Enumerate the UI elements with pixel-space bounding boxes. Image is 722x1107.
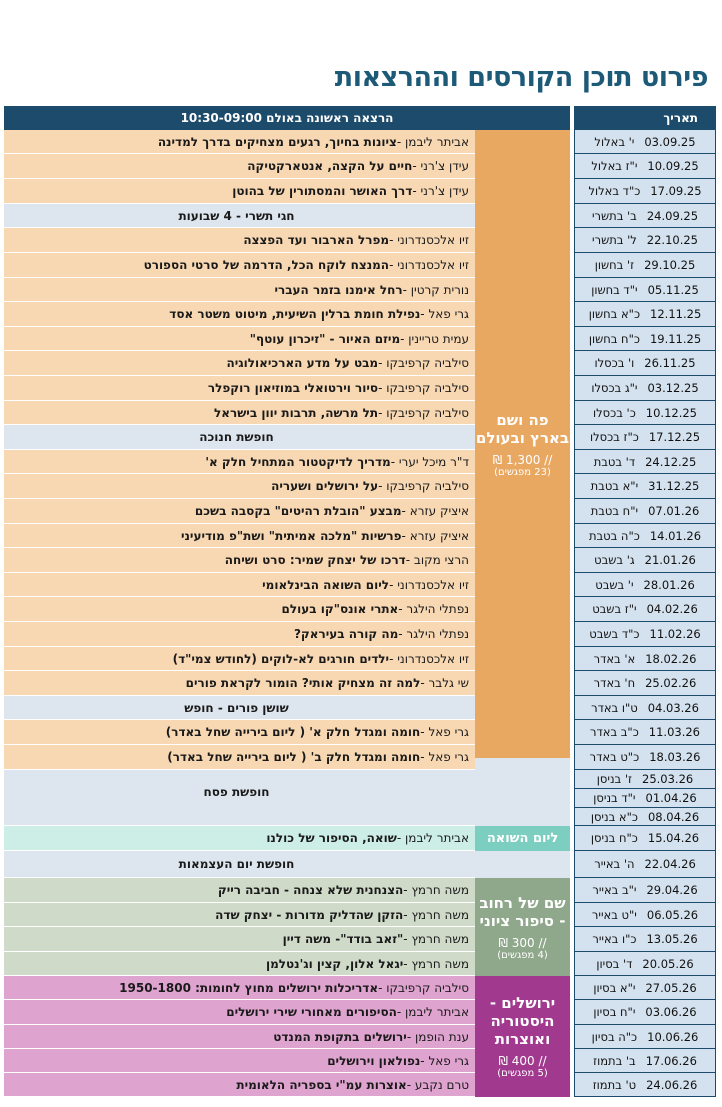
hebrew-date: י"ט באייר (591, 907, 637, 922)
date-cell (574, 524, 716, 548)
lecture-cell (4, 878, 475, 903)
lecture-topic: הסיפורים מאחורי שירי ירושלים (226, 1005, 397, 1019)
hebrew-date: כ"ד בשבט (589, 627, 640, 641)
lecture-topic: חיים על הקצה, אנטארקטיקה (247, 159, 413, 173)
hebrew-date: י"א בטבת (590, 479, 639, 493)
hebrew-date: י"ב באייר (592, 883, 637, 897)
lecturer-name: הרצי מקוב - (405, 553, 469, 567)
lecture-cell (4, 253, 475, 278)
gregorian-date: 04.02.26 (646, 602, 698, 616)
lecture-topic: תל מרשה, תרבות יוון בישראל (213, 405, 379, 420)
date-cell (574, 622, 716, 647)
holiday-label: חופשת פסח (4, 758, 475, 826)
date-cell (574, 401, 716, 425)
lecturer-name: זיו אלכסנדרוני - (389, 258, 469, 272)
date-cell (574, 1049, 716, 1073)
hebrew-date: כ"ה בסיון (591, 1029, 638, 1044)
lecture-cell (4, 351, 475, 376)
hebrew-date: כ' בכסלו (593, 405, 636, 420)
hebrew-date: כ"ח בניסן (590, 831, 638, 845)
gregorian-date: 29.04.26 (646, 883, 698, 897)
lecturer-name: גרי פאל - (420, 750, 469, 764)
hebrew-date: י"ז בשבט (592, 602, 637, 616)
hebrew-date: י"ח בסיון (593, 1005, 636, 1019)
lecture-topic: דרך האושר והמסתורין של בהוטן (232, 184, 413, 198)
holiday-text: שושן פורים - חופש (184, 700, 289, 715)
date-cell (574, 548, 716, 573)
schedule-row (4, 927, 716, 952)
date-cell (574, 927, 716, 952)
lecture-cell (4, 450, 475, 474)
lecture-cell (4, 474, 475, 499)
lecture-cell (4, 671, 475, 696)
hebrew-date: כ"ט באדר (589, 750, 640, 764)
lecturer-name: סילביה קרפיבקו - (378, 479, 469, 493)
lecture-topic: מיזם האיור - "זיכרון עוטף" (249, 331, 401, 346)
gregorian-date: 11.02.26 (649, 627, 701, 641)
hebrew-date: כ"ו באייר (592, 932, 637, 946)
holiday-label (4, 696, 475, 720)
date-cell (574, 808, 716, 826)
date-cell (574, 647, 716, 671)
date-cell (574, 278, 716, 302)
date-cell (574, 976, 716, 1000)
holiday-text: חופשת חנוכה (199, 430, 274, 444)
schedule-row (4, 720, 716, 745)
gregorian-date: 24.12.25 (645, 454, 697, 469)
gregorian-date: 03.12.25 (647, 381, 699, 395)
lecture-cell (4, 720, 475, 745)
lecture-topic: "זאב בודד"- משה דיין (282, 932, 404, 946)
course-band (475, 878, 570, 976)
lecture-cell (4, 499, 475, 524)
date-cell (574, 302, 716, 327)
lecture-topic: אוצרות עמ"י בספריה הלאומית (236, 1077, 407, 1092)
lecture-topic: דרכו של יצחק שמיר: סרט ושיחה (224, 553, 406, 567)
gregorian-date: 19.11.25 (649, 331, 702, 346)
lecturer-name: עידן צ'רני - (412, 184, 469, 198)
date-cell (574, 878, 716, 903)
lecturer-name: גרי פאל - (420, 725, 469, 739)
lecture-cell (4, 573, 475, 597)
gregorian-date: 26.11.25 (644, 356, 696, 370)
lecturer-name: משה חרמץ - (403, 883, 469, 897)
lecturer-name: טרם נקבע - (406, 1077, 469, 1092)
schedule-row (4, 548, 716, 573)
schedule-row (4, 597, 716, 622)
lecture-topic: סיור וירטואלי במוזיאון רוקפלר (207, 381, 379, 395)
lecture-topic: המנצח לוקח הכל, הדרמה של סרטי הספורט (143, 258, 390, 272)
gregorian-date: 04.03.26 (647, 700, 699, 715)
gregorian-date: 17.09.25 (650, 184, 702, 198)
gregorian-date: 17.12.25 (648, 430, 701, 444)
gregorian-date: 24.09.25 (646, 208, 699, 223)
gregorian-date: 24.06.26 (646, 1077, 698, 1092)
date-cell (574, 826, 716, 851)
course-sessions: (4 מפגשים) (497, 949, 548, 961)
lecture-topic: ירושלים בתקופת המנדט (273, 1029, 407, 1044)
lecture-cell (4, 597, 475, 622)
date-cell (574, 425, 716, 450)
lecture-cell (4, 154, 475, 179)
hebrew-date: כ"ד באלול (588, 184, 641, 198)
date-cell (574, 499, 716, 524)
date-cell (574, 597, 716, 622)
date-cell (574, 952, 716, 976)
date-cell (574, 154, 716, 179)
lecture-header: הרצאה ראשונה באולם 10:30-09:00 (4, 106, 570, 130)
schedule-row (4, 401, 716, 425)
course-title: ירושלים - היסטוריה ואוצרות (489, 994, 556, 1048)
gregorian-date: 21.01.26 (644, 553, 696, 567)
holiday-text: חגי תשרי - 4 שבועות (178, 208, 295, 223)
lecture-topic: אתרי אונס"קו בעולם (281, 602, 399, 616)
lecturer-name: אביתר ליבמן - (396, 1005, 469, 1019)
gregorian-date: 06.05.26 (646, 907, 699, 922)
lecture-topic: הצנחנית שלא צנחה - חביבה רייק (217, 883, 404, 897)
hebrew-date: ל' בתשרי (592, 233, 637, 247)
date-cell (574, 1073, 716, 1097)
course-band (475, 976, 570, 1097)
lecture-topic: מדריך לדיקטטור המתחיל חלק א' (205, 454, 391, 469)
hebrew-date: ב' בתשרי (591, 208, 637, 223)
lecture-cell (4, 952, 475, 976)
schedule-row (4, 573, 716, 597)
lecture-topic: רחל אימנו בזמר העברי (274, 282, 403, 297)
lecturer-name: שי גלבר - (420, 676, 469, 690)
lecture-cell (4, 327, 475, 351)
course-title: שם של רחוב - סיפור ציוני (479, 893, 566, 930)
gregorian-date: 20.05.26 (642, 956, 694, 971)
hebrew-date: י"ג בכסלו (591, 381, 638, 395)
gregorian-date: 07.01.26 (648, 504, 700, 518)
gregorian-date: 05.11.25 (647, 282, 699, 297)
schedule-row (4, 1000, 716, 1025)
lecture-topic: יגאל אלון, קצין וג'נטלמן (265, 956, 404, 971)
gregorian-date: 08.04.26 (647, 809, 700, 824)
course-price: // 400 ₪ (498, 1054, 547, 1068)
schedule-row (4, 745, 716, 770)
lecturer-name: משה חרמץ - (403, 932, 469, 946)
lecturer-name: סילביה קרפיבקו - (378, 980, 469, 995)
gregorian-date: 11.03.26 (648, 725, 700, 739)
lecture-topic: מבט על מדע הארכיאולוגיה (226, 356, 379, 370)
date-cell (574, 745, 716, 770)
schedule-row (4, 302, 716, 327)
hebrew-date: י' באלול (594, 134, 635, 149)
schedule-row (4, 878, 716, 903)
lecture-topic: ציונות בחיוך, רגעים מצחיקים בדרך למדינה (157, 134, 397, 149)
schedule-row (4, 204, 716, 228)
lecture-topic: מה קורה בעיראק? (293, 627, 399, 641)
date-cell (574, 327, 716, 351)
hebrew-date: ז' בחשון (594, 258, 635, 272)
schedule-row (4, 826, 716, 851)
schedule-row (4, 976, 716, 1000)
schedule-row (4, 179, 716, 204)
schedule-row (4, 808, 716, 826)
lecture-topic: ליום השואה הבינלאומי (262, 577, 390, 592)
gregorian-date: 28.01.26 (643, 577, 695, 592)
lecturer-name: אביתר ליבמן - (396, 134, 469, 149)
schedule-row (4, 1073, 716, 1097)
lecture-cell (4, 278, 475, 302)
lecture-cell (4, 903, 475, 927)
date-cell (574, 228, 716, 253)
course-band (475, 826, 570, 851)
page-title: פירוט תוכן הקורסים וההרצאות (334, 62, 708, 93)
schedule-row (4, 278, 716, 302)
lecture-cell (4, 228, 475, 253)
lecture-cell (4, 1000, 475, 1025)
lecturer-name: גרי פאל - (420, 1053, 469, 1068)
lecture-topic: אדריכלות ירושלים מחוץ לחומות: 1950-1800 (119, 980, 379, 995)
lecture-cell (4, 745, 475, 770)
date-cell (574, 573, 716, 597)
date-cell (574, 851, 716, 878)
gregorian-date: 25.02.26 (645, 676, 697, 690)
schedule-row (4, 376, 716, 401)
course-sessions: (5 מפגשים) (497, 1068, 548, 1079)
gregorian-date: 31.12.25 (648, 479, 700, 493)
date-cell (574, 253, 716, 278)
hebrew-date: כ"ז בכסלו (589, 430, 639, 444)
lecturer-name: משה חרמץ - (403, 907, 469, 922)
schedule-row (4, 851, 716, 878)
schedule-row (4, 647, 716, 671)
schedule-row (4, 903, 716, 927)
hebrew-date: י' בשבט (595, 577, 634, 592)
hebrew-date: ד' בטבת (593, 454, 636, 469)
lecture-topic: מפרל הארבור ועד הפצצה (243, 233, 390, 247)
lecturer-name: נורית קרטין - (402, 282, 469, 297)
date-cell (574, 903, 716, 927)
hebrew-date: ב' בתמוז (593, 1053, 636, 1068)
date-cell (574, 130, 716, 154)
lecturer-name: זיו אלכסנדרוני - (389, 651, 469, 666)
hebrew-date: י"ז באלול (591, 159, 638, 173)
lecturer-name: נפתלי הילגר - (398, 627, 469, 641)
lecture-topic: פרשיות "מלכה אמיתית" ושת"פ מודיעיני (180, 528, 402, 543)
gregorian-date: 18.02.26 (645, 651, 697, 666)
gregorian-date: 10.06.26 (647, 1029, 699, 1044)
hebrew-date: ט' בתמוז (592, 1077, 637, 1092)
course-sessions: (23 מפגשים) (494, 466, 551, 478)
gregorian-date: 12.11.25 (650, 307, 702, 321)
gregorian-date: 01.04.26 (645, 791, 697, 805)
hebrew-date: ג' בשבט (594, 553, 635, 567)
schedule-row (4, 327, 716, 351)
lecture-cell (4, 1049, 475, 1073)
lecturer-name: איציק עזרא - (401, 528, 469, 543)
schedule-row (4, 671, 716, 696)
hebrew-date: ד' בסיון (596, 956, 633, 971)
date-cell (574, 204, 716, 228)
date-cell (574, 789, 716, 808)
date-cell (574, 720, 716, 745)
gregorian-date: 03.06.26 (645, 1005, 697, 1019)
hebrew-date: י"ח בטבת (590, 504, 639, 518)
schedule-row (4, 154, 716, 179)
schedule-row (4, 499, 716, 524)
gregorian-date: 27.05.26 (645, 980, 697, 995)
lecture-topic: על ירושלים ושעריה (271, 479, 379, 493)
gregorian-date: 03.09.25 (644, 134, 696, 149)
schedule-row (4, 696, 716, 720)
hebrew-date: י"ד בניסן (593, 791, 636, 805)
date-cell (574, 376, 716, 401)
lecture-topic: למה זה מצחיק אותי? הומור לקראת פורים (185, 676, 421, 690)
date-cell (574, 671, 716, 696)
lecture-cell (4, 130, 475, 154)
gregorian-date: 25.03.26 (642, 772, 694, 786)
lecturer-name: משה חרמץ - (403, 956, 469, 971)
lecture-cell (4, 622, 475, 647)
schedule-row (4, 1049, 716, 1073)
lecturer-name: איציק עזרא - (401, 504, 469, 518)
lecturer-name: זיו אלכסנדרוני - (389, 233, 469, 247)
course-title: פה ושם בארץ ובעולם (475, 410, 570, 447)
lecture-topic: נפילת חומת ברלין השיעית, מיטוט משטר אסד (169, 307, 421, 321)
lecturer-name: סילביה קרפיבקו - (378, 381, 469, 395)
schedule-row (4, 450, 716, 474)
schedule-row (4, 474, 716, 499)
gregorian-date: 18.03.26 (649, 750, 701, 764)
lecture-topic: ילדים חורגים לא-לוקים (לחודש צמי"ד) (172, 651, 390, 666)
date-cell (574, 450, 716, 474)
hebrew-date: י"ד בחשון (591, 282, 638, 297)
schedule-row (4, 789, 716, 808)
date-cell (574, 179, 716, 204)
schedule-row (4, 1025, 716, 1049)
hebrew-date: כ"ב באדר (590, 725, 639, 739)
schedule-row (4, 770, 716, 789)
lecturer-name: נפתלי הילגר - (398, 602, 469, 616)
date-header: תאריך (574, 106, 716, 130)
holiday-text: חופשת יום העצמאות (178, 857, 295, 871)
hebrew-date: א' באדר (593, 651, 636, 666)
course-price: // 300 ₪ (498, 935, 547, 950)
lecture-cell (4, 524, 475, 548)
lecturer-name: עמית טריינין - (400, 331, 469, 346)
lecture-cell (4, 647, 475, 671)
date-cell (574, 1025, 716, 1049)
hebrew-date: ט"ו באדר (591, 700, 638, 715)
gregorian-date: 13.05.26 (646, 932, 698, 946)
course-title: ליום השואה (486, 830, 559, 846)
hebrew-date: ו' בכסלו (594, 356, 635, 370)
lecture-topic: הזקן שהדליק מדורות - יצחק שדה (215, 907, 404, 922)
course-price: // 1,300 ₪ (492, 452, 553, 467)
lecture-cell (4, 302, 475, 327)
hebrew-date: ה' באייר (594, 857, 635, 871)
date-cell (574, 351, 716, 376)
date-cell (574, 696, 716, 720)
hebrew-date: כ"א בניסן (590, 809, 638, 824)
lecture-cell (4, 548, 475, 573)
lecture-cell (4, 401, 475, 425)
gregorian-date: 10.09.25 (647, 159, 699, 173)
schedule-row (4, 425, 716, 450)
schedule-row (4, 228, 716, 253)
schedule-row (4, 524, 716, 548)
schedule-row (4, 351, 716, 376)
schedule-row (4, 253, 716, 278)
lecturer-name: אביתר ליבמן - (396, 831, 469, 845)
schedule-row (4, 949, 716, 976)
lecture-cell (4, 1073, 475, 1097)
lecture-topic: חומה ומגדל חלק א' ( ליום בירייה שחל באדר) (165, 725, 421, 739)
hebrew-date: ח' באדר (593, 676, 636, 690)
gregorian-date: 29.10.25 (644, 258, 696, 272)
gregorian-date: 15.04.26 (647, 831, 700, 845)
holiday-label (4, 851, 475, 878)
hebrew-date: כ"א בחשון (588, 307, 641, 321)
date-cell (574, 1000, 716, 1025)
hebrew-date: י"א בסיון (593, 980, 636, 995)
course-band (475, 851, 570, 878)
lecture-cell (4, 927, 475, 952)
date-cell (574, 474, 716, 499)
hebrew-date: כ"ה בטבת (588, 528, 640, 543)
lecturer-name: גרי פאל - (420, 307, 469, 321)
lecture-cell (4, 376, 475, 401)
lecture-topic: חומה ומגדל חלק ב' ( ליום בירייה שחל באדר) (167, 750, 421, 764)
hebrew-date: ז' בניסן (596, 772, 632, 786)
gregorian-date: 10.12.25 (645, 405, 697, 420)
gregorian-date: 22.10.25 (646, 233, 698, 247)
lecturer-name: ד"ר מיכל יערי - (390, 454, 469, 469)
lecture-topic: נפולאון וירושלים (327, 1053, 421, 1068)
gregorian-date: 14.01.26 (649, 528, 702, 543)
course-band (475, 130, 570, 758)
lecturer-name: עידן צ'רני - (412, 159, 469, 173)
schedule-row (4, 622, 716, 647)
hebrew-date: כ"ח בחשון (588, 331, 640, 346)
schedule-row (4, 130, 716, 154)
holiday-label (4, 204, 475, 228)
lecture-cell (4, 826, 475, 851)
gregorian-date: 22.04.26 (644, 857, 696, 871)
lecturer-name: זיו אלכסנדרוני - (389, 577, 469, 592)
gregorian-date: 17.06.26 (645, 1053, 697, 1068)
course-band (475, 758, 570, 826)
lecturer-name: ענת הופמן - (406, 1029, 469, 1044)
lecture-cell (4, 976, 475, 1000)
lecture-topic: שואה, הסיפור של כולנו (266, 831, 397, 845)
lecturer-name: סילביה קרפיבקו - (378, 356, 469, 370)
lecture-cell (4, 179, 475, 204)
lecture-cell (4, 1025, 475, 1049)
lecture-topic: מבצע "הובלת רהיטים" בקסבה בשכם (194, 504, 402, 518)
date-cell (574, 770, 716, 789)
lecturer-name: סילביה קרפיבקו - (378, 405, 469, 420)
holiday-label (4, 425, 475, 450)
